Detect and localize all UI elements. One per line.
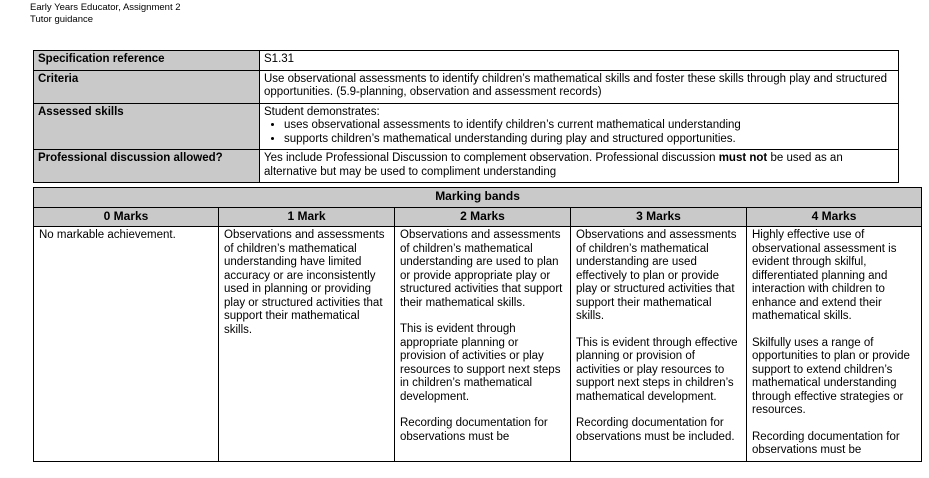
- header-line-1: Early Years Educator, Assignment 2: [30, 2, 181, 13]
- band-paragraph: Observations and assessments of children’s mathematical understanding have limited accuracy or are inconsistently used in planning or providing play or structured activities that support their mathematical skills.: [224, 229, 385, 336]
- band-paragraph: This is evident through effective planning or provision of activities or play resources to support next steps in children’s mathematical development.: [576, 336, 738, 403]
- band-header-2-marks: 2 Marks: [395, 207, 571, 227]
- table-row: [34, 103, 899, 150]
- band-cell-1-mark: [219, 227, 395, 462]
- criteria-value-assessed-skills: [260, 103, 899, 150]
- band-paragraph: Recording documentation for observations must be included.: [576, 417, 735, 443]
- criteria-value-professional-discussion: [260, 150, 899, 183]
- criteria-label-criteria: Criteria: [34, 70, 260, 103]
- band-paragraph: Observations and assessments of children’s mathematical understanding are used effectively to plan or provide play or structured activities that support their mathematical skills.: [576, 229, 737, 322]
- marking-bands-table: [33, 187, 922, 462]
- list-item: • uses observational assessments to identify children’s current mathematical understanding: [284, 119, 894, 133]
- marking-bands-title-row: [34, 188, 922, 208]
- band-paragraph: Observations and assessments of children’s mathematical understanding are used to plan or provide appropriate play or structured activities that support their mathematical skills.: [400, 229, 563, 309]
- band-paragraph: No markable achievement.: [39, 229, 176, 241]
- band-cell-4-marks: [747, 227, 922, 462]
- criteria-table: [33, 50, 899, 183]
- band-paragraph: This is evident through appropriate planning or provision of activities or play resources to support next steps in children’s mathematical development.: [400, 323, 561, 403]
- table-row: [34, 70, 899, 103]
- document-header: [0, 0, 929, 25]
- band-cell-0-marks: [34, 227, 219, 462]
- pd-text-part-2: be used as an alternative but may be used to compliment understanding: [264, 152, 843, 178]
- assessed-skills-list: [264, 119, 894, 146]
- band-header-1-mark: 1 Mark: [219, 207, 395, 227]
- criteria-label-specification-reference: Specification reference: [34, 51, 260, 71]
- assessed-skills-intro: Student demonstrates:: [264, 105, 380, 118]
- criteria-value-specification-reference: S1.31: [260, 51, 899, 71]
- marking-bands-title: Marking bands: [34, 188, 922, 208]
- criteria-label-professional-discussion: Professional discussion allowed?: [34, 150, 260, 183]
- header-line-2: Tutor guidance: [30, 13, 94, 25]
- band-header-3-marks: 3 Marks: [571, 207, 747, 227]
- band-paragraph: Highly effective use of observational assessment is evident through skilful, differentiated planning and interaction with children to enhance and extend their mathematical skills.: [752, 229, 897, 322]
- band-paragraph: Skilfully uses a range of opportunities to plan or provide support to extend children’s mathematical understanding through effective strategies or resources.: [752, 336, 910, 416]
- pd-text-emphasis: must not: [718, 152, 768, 164]
- band-paragraph: Recording documentation for observations must be: [400, 417, 548, 443]
- band-header-0-marks: 0 Marks: [34, 207, 219, 227]
- band-paragraph: Recording documentation for observations must be: [752, 430, 900, 456]
- table-row: [34, 150, 899, 183]
- list-item: • supports children’s mathematical understanding during play and structured opportunities.: [284, 133, 894, 147]
- marking-bands-content-row: [34, 227, 922, 462]
- band-header-4-marks: 4 Marks: [747, 207, 922, 227]
- table-row: [34, 51, 899, 71]
- band-cell-2-marks: [395, 227, 571, 462]
- band-cell-3-marks: [571, 227, 747, 462]
- pd-text-part-1: Yes include Professional Discussion to complement observation. Professional discussion: [264, 152, 719, 164]
- marking-bands-header-row: [34, 207, 922, 227]
- criteria-value-criteria: Use observational assessments to identify children’s mathematical skills and foster these skills through play and structured opportunities. (5.9-planning, observation and assessment records): [260, 70, 899, 103]
- criteria-label-assessed-skills: Assessed skills: [34, 103, 260, 150]
